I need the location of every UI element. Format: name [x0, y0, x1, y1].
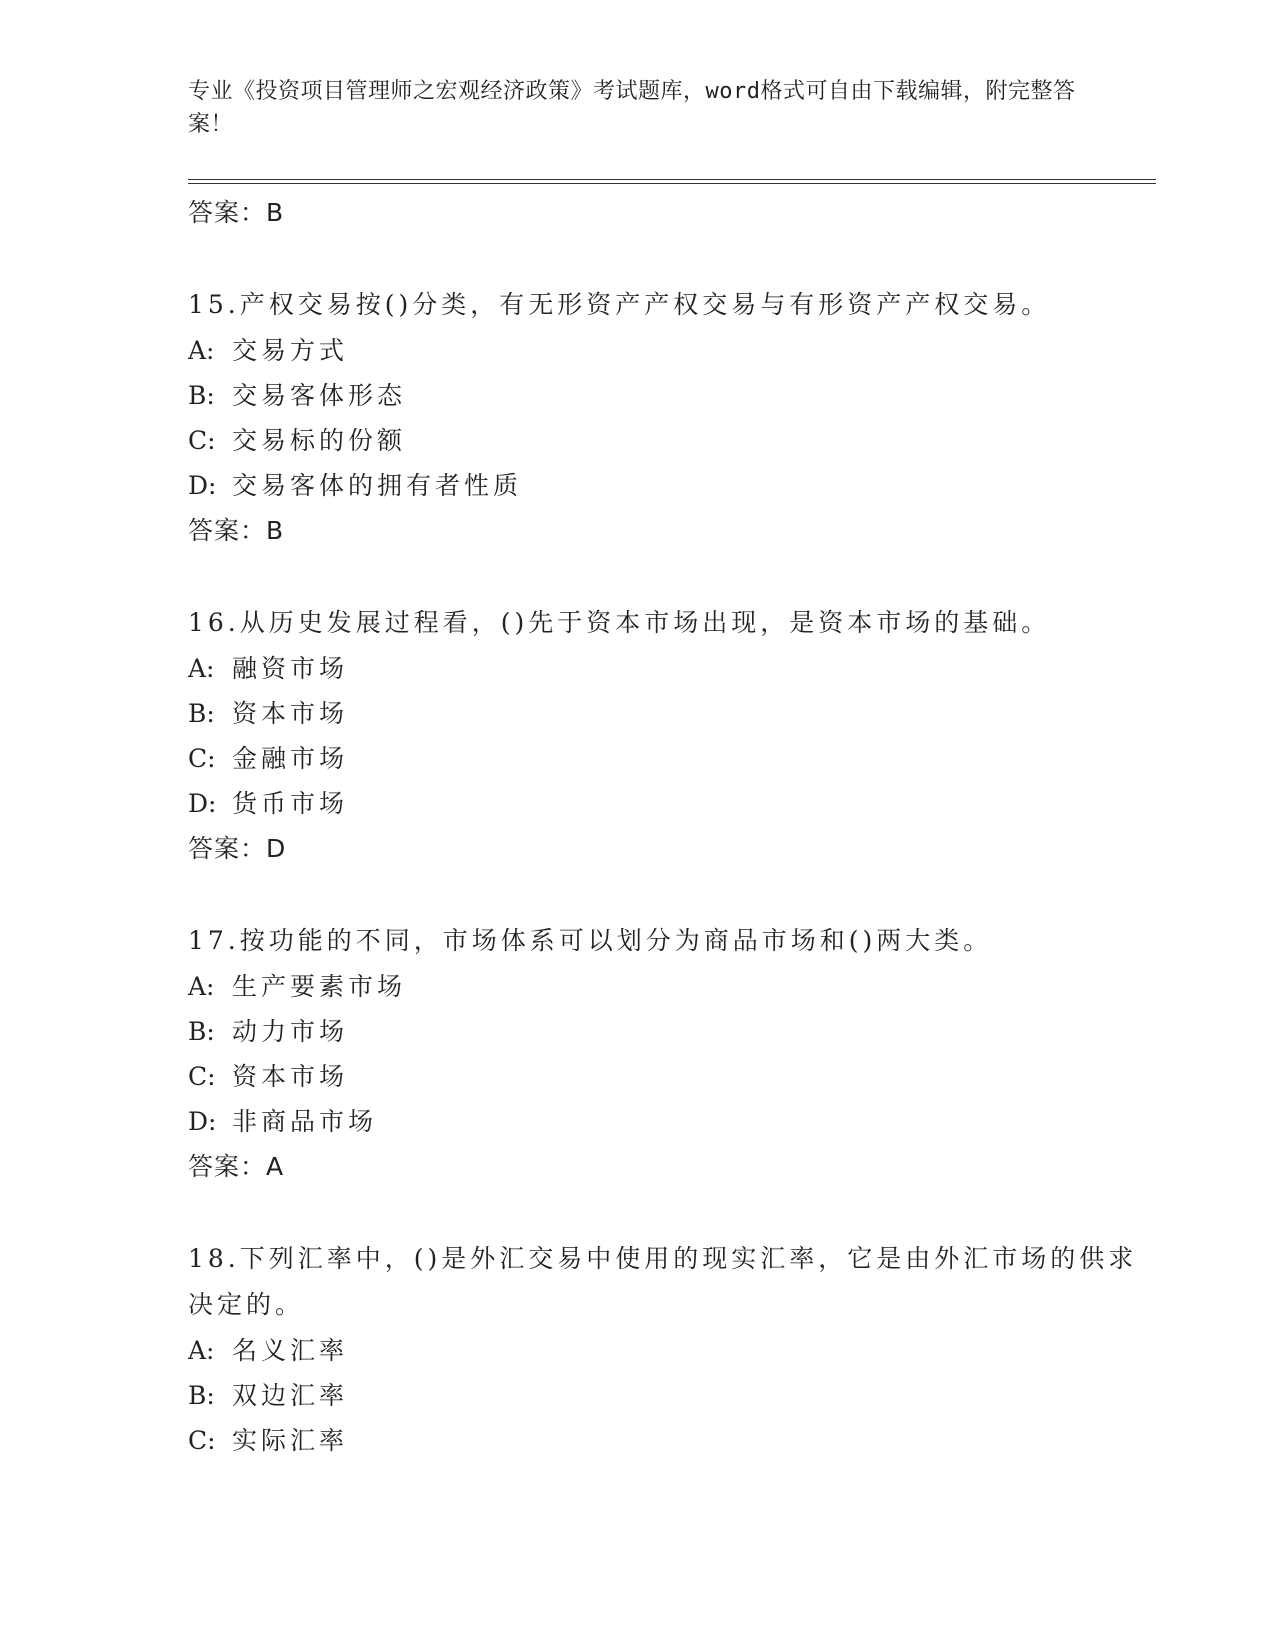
option-text: 实际汇率 — [232, 1426, 349, 1455]
question-text: 17.按功能的不同，市场体系可以划分为商品市场和()两大类。 — [188, 926, 993, 955]
option-text: 资本市场 — [232, 1062, 349, 1091]
answer-option — [188, 463, 1148, 508]
answer-option — [188, 1009, 1148, 1054]
option-text: 非商品市场 — [232, 1107, 378, 1136]
questions-container — [188, 282, 1148, 1463]
question-block — [188, 918, 1148, 1190]
answer-option — [188, 964, 1148, 1009]
answer-option — [188, 1418, 1148, 1463]
answer-option — [188, 373, 1148, 418]
option-letter: B: — [188, 1381, 215, 1410]
answer-line: 答案：B — [188, 516, 285, 545]
question-block — [188, 600, 1148, 872]
option-letter: A: — [188, 1336, 215, 1365]
answer-line: 答案：A — [188, 1152, 285, 1181]
answer-option — [188, 736, 1148, 781]
question-text: 18.下列汇率中，()是外汇交易中使用的现实汇率，它是由外汇市场的供求决定的。 — [188, 1244, 1138, 1319]
option-text: 货币市场 — [232, 789, 349, 818]
answer-line: 答案：D — [188, 834, 287, 863]
option-letter: A: — [188, 336, 215, 365]
question-list — [188, 190, 1148, 1463]
question-block — [188, 1236, 1148, 1463]
question-block — [188, 282, 1148, 554]
option-letter: C: — [188, 1426, 216, 1455]
option-text: 交易客体的拥有者性质 — [232, 471, 523, 500]
option-text: 资本市场 — [232, 699, 349, 728]
option-letter: B: — [188, 381, 215, 410]
header-divider-line-second — [188, 183, 1156, 184]
question-text: 15.产权交易按()分类，有无形资产产权交易与有形资产产权交易。 — [188, 290, 1051, 319]
answer-option — [188, 328, 1148, 373]
option-text: 双边汇率 — [232, 1381, 349, 1410]
answer-option — [188, 1099, 1148, 1144]
answer-option — [188, 1328, 1148, 1373]
option-text: 交易标的份额 — [232, 426, 407, 455]
header-divider-line — [188, 179, 1156, 180]
option-text: 交易客体形态 — [232, 381, 407, 410]
option-text: 交易方式 — [232, 336, 349, 365]
option-letter: A: — [188, 654, 215, 683]
answer-option — [188, 418, 1148, 463]
answer-option — [188, 646, 1148, 691]
document-header: 专业《投资项目管理师之宏观经济政策》考试题库，word格式可自由下载编辑，附完整答案！ — [188, 79, 1076, 137]
option-letter: C: — [188, 426, 216, 455]
option-text: 金融市场 — [232, 744, 349, 773]
option-letter: D: — [188, 1107, 217, 1136]
answer-option — [188, 691, 1148, 736]
answer-option — [188, 1054, 1148, 1099]
answer-option — [188, 1373, 1148, 1418]
question-text: 16.从历史发展过程看，()先于资本市场出现，是资本市场的基础。 — [188, 608, 1051, 637]
option-text: 名义汇率 — [232, 1336, 349, 1365]
option-letter: B: — [188, 699, 215, 728]
option-letter: C: — [188, 744, 216, 773]
option-letter: C: — [188, 1062, 216, 1091]
option-letter: D: — [188, 789, 217, 818]
option-text: 融资市场 — [232, 654, 349, 683]
option-text: 生产要素市场 — [232, 972, 407, 1001]
option-letter: A: — [188, 972, 215, 1001]
answer-option — [188, 781, 1148, 826]
answer-line: 答案：B — [188, 198, 285, 227]
option-letter: B: — [188, 1017, 215, 1046]
option-letter: D: — [188, 471, 217, 500]
option-text: 动力市场 — [232, 1017, 349, 1046]
